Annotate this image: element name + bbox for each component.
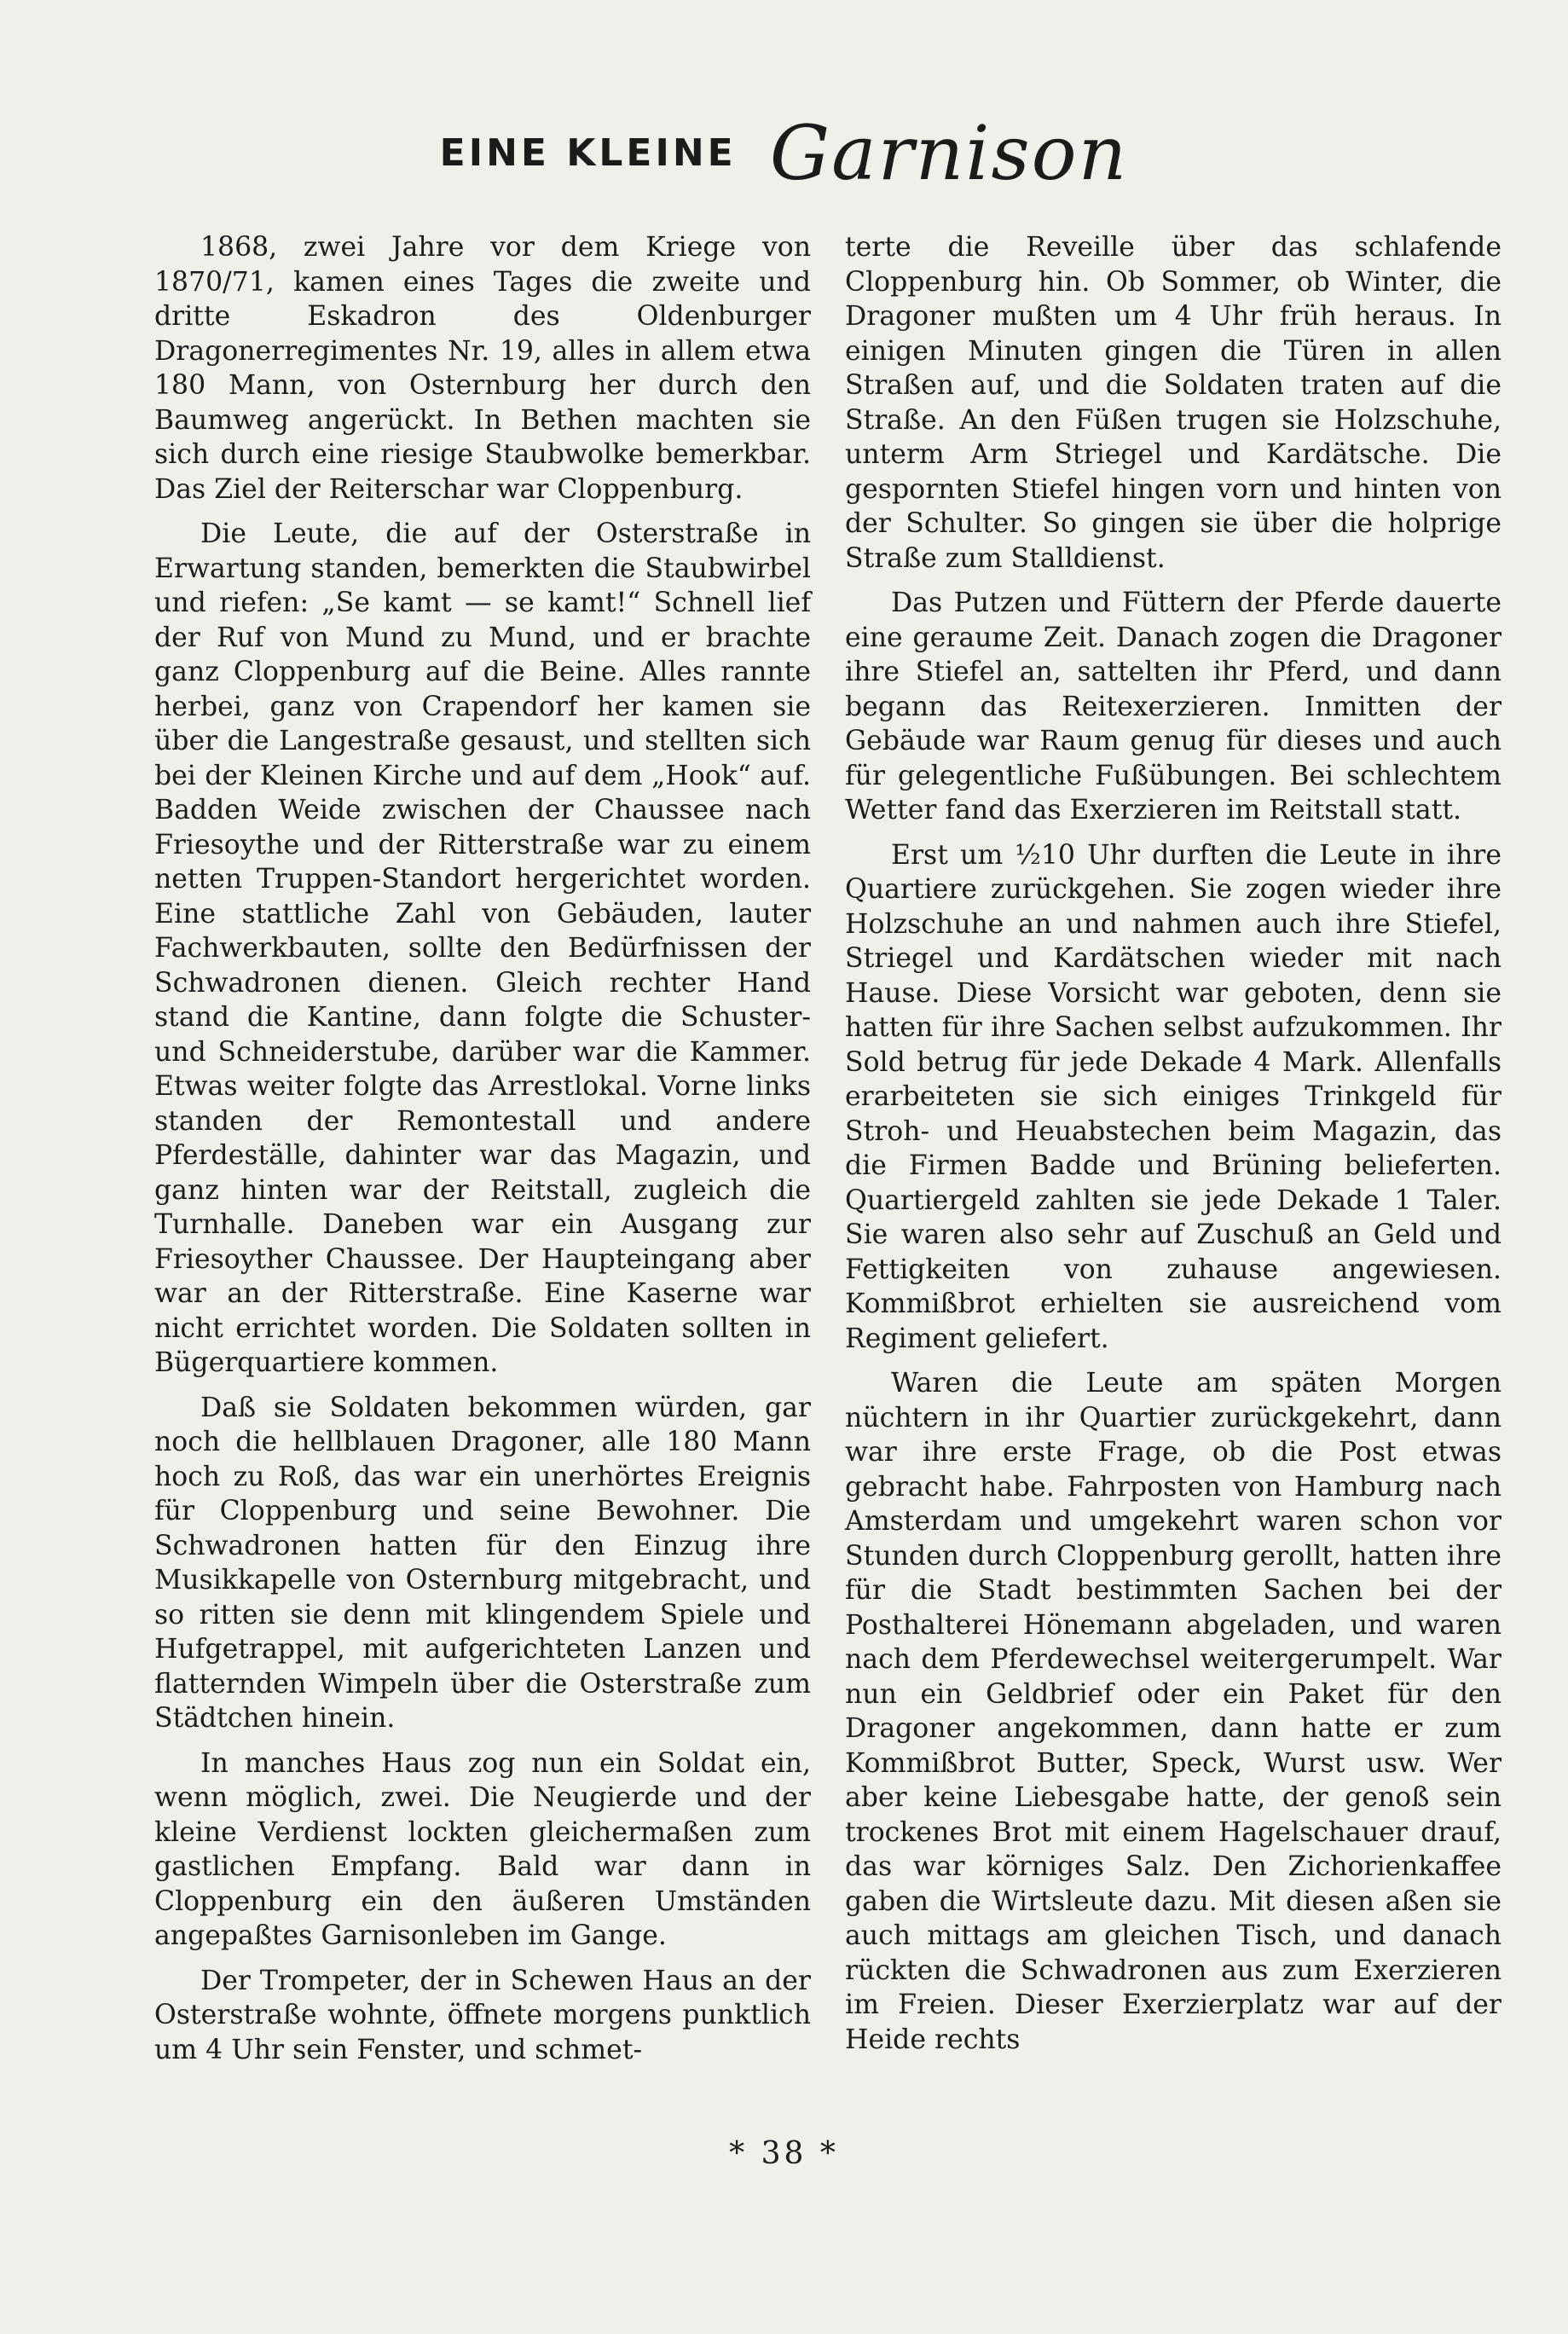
paragraph: Erst um ½10 Uhr durften die Leute in ihre Quartiere zurückgehen. Sie zogen wieder ihre Holzschuhe an und nahmen auch ihre Stiefel, Striegel und Kardätschen wieder mit nach Hause. Diese Vorsicht war geboten, denn sie hatten für ihre Sachen selbst aufzukommen. Ihr Sold betrug für jede Dekade 4 Mark. Allenfalls erarbeiteten sie sich einiges Trinkgeld für Stroh- und Heuabstechen beim Magazin, das die Firmen Badde und Brüning belieferten. Quartiergeld zahlten sie jede Dekade 1 Taler. Sie waren also sehr auf Zuschuß an Geld und Fettigkeiten von zuhause angewiesen. Kommißbrot erhielten sie ausreichend vom Regiment geliefert. bbox=[845, 839, 1501, 1354]
page-number: * 38 * bbox=[729, 2136, 839, 2171]
paragraph: 1868, zwei Jahre vor dem Kriege von 1870/71, kamen eines Tages die zweite und dritte Eskadron des Oldenburger Dragonerregimentes Nr. 19, alles in allem etwa 180 Mann, von Osternburg her durch den Baumweg angerückt. In Bethen machten sie sich durch eine riesige Staubwolke bemerkbar. Das Ziel der Reiterschar war Cloppenburg. bbox=[154, 232, 811, 505]
paragraph: Die Leute, die auf der Osterstraße in Erwartung standen, bemerkten die Staubwirbel und riefen: „Se kamt — se kamt!“ Schnell lief der Ruf von Mund zu Mund, und er brachte ganz Cloppenburg auf die Beine. Alles rannte herbei, ganz von Crapendorf her kamen sie über die Langestraße gesaust, und stellten sich bei der Kleinen Kirche und auf dem „Hook“ auf. Badden Weide zwischen der Chaussee nach Friesoythe und der Ritterstraße war zu einem netten Truppen-Standort hergerichtet worden. Eine stattliche Zahl von Gebäuden, lauter Fachwerkbauten, sollte den Bedürfnissen der Schwadronen dienen. Gleich rechter Hand stand die Kantine, dann folgte die Schuster- und Schneiderstube, darüber war die Kammer. Etwas weiter folgte das Arrestlokal. Vorne links standen der Remontestall und andere Pferdeställe, dahinter war das Magazin, und ganz hinten war der Reitstall, zugleich die Turnhalle. Daneben war ein Ausgang zur Friesoyther Chaussee. Der Haupteingang aber war an der Ritterstraße. Eine Kaserne war nicht errichtet worden. Die Soldaten sollten in Bügerquartiere kommen. bbox=[154, 518, 811, 1378]
paragraph: In manches Haus zog nun ein Soldat ein, wenn möglich, zwei. Die Neugierde und der kleine Verdienst lockten gleichermaßen zum gastlichen Empfang. Bald war dann in Cloppenburg ein den äußeren Umständen angepaßtes Garnisonleben im Gange. bbox=[154, 1747, 811, 1951]
paragraph: Waren die Leute am späten Morgen nüchtern in ihr Quartier zurückgekehrt, dann war ihre erste Frage, ob die Post etwas gebracht habe. Fahrposten von Hamburg nach Amsterdam und umgekehrt waren schon vor Stunden durch Cloppenburg gerollt, hatten ihre für die Stadt bestimmten Sachen bei der Posthalterei Hönemann abgeladen, und waren nach dem Pferdewechsel weitergerumpelt. War nun ein Geldbrief oder ein Paket für den Dragoner angekommen, dann hatte er zum Kommißbrot Butter, Speck, Wurst usw. Wer aber keine Liebesgabe hatte, der genoß sein trockenes Brot mit einem Hagelschauer drauf, das war körniges Salz. Den Zichorienkaffee gaben die Wirtsleute dazu. Mit diesen aßen sie auch mittags am gleichen Tisch, und danach rückten die Schwadronen aus zum Exerzieren im Freien. Dieser Exerzierplatz war auf der Heide rechts bbox=[845, 1368, 1501, 2055]
title-prefix: EINE KLEINE bbox=[439, 131, 737, 175]
paragraph: Daß sie Soldaten bekommen würden, gar noch die hellblauen Dragoner, alle 180 Mann hoch zu Roß, das war ein unerhörtes Ereignis für Cloppenburg und seine Bewohner. Die Schwadronen hatten für den Einzug ihre Musikkapelle von Osternburg mitgebracht, und so ritten sie denn mit klingendem Spiele und Hufgetrappel, mit aufgerichteten Lanzen und flatternden Wimpeln über die Osterstraße zum Städtchen hinein. bbox=[154, 1392, 811, 1734]
left-text-column bbox=[154, 230, 811, 2077]
paragraph: Das Putzen und Füttern der Pferde dauerte eine geraume Zeit. Danach zogen die Dragoner ihre Stiefel an, sattelten ihr Pferd, und dann begann das Reitexerzieren. Inmitten der Gebäude war Raum genug für dieses und auch für gelegentliche Fußübungen. Bei schlechtem Wetter fand das Exerzieren im Reitstall statt. bbox=[845, 588, 1501, 825]
article-title bbox=[0, 109, 1568, 203]
right-text-column bbox=[845, 230, 1501, 2067]
paragraph: terte die Reveille über das schlafende Cloppenburg hin. Ob Sommer, ob Winter, die Dragoner mußten um 4 Uhr früh heraus. In einigen Minuten gingen die Türen in allen Straßen auf, und die Soldaten traten auf die Straße. An den Füßen trugen sie Holzschuhe, unterm Arm Striegel und Kardätsche. Die gespornten Stiefel hingen vorn und hinten von der Schulter. So gingen sie über die holprige Straße zum Stalldienst. bbox=[845, 232, 1501, 574]
title-script-word: Garnison bbox=[769, 109, 1129, 197]
paragraph: Der Trompeter, der in Schewen Haus an der Osterstraße wohnte, öffnete morgens punktlich um 4 Uhr sein Fenster, und schmet- bbox=[154, 1965, 811, 2065]
